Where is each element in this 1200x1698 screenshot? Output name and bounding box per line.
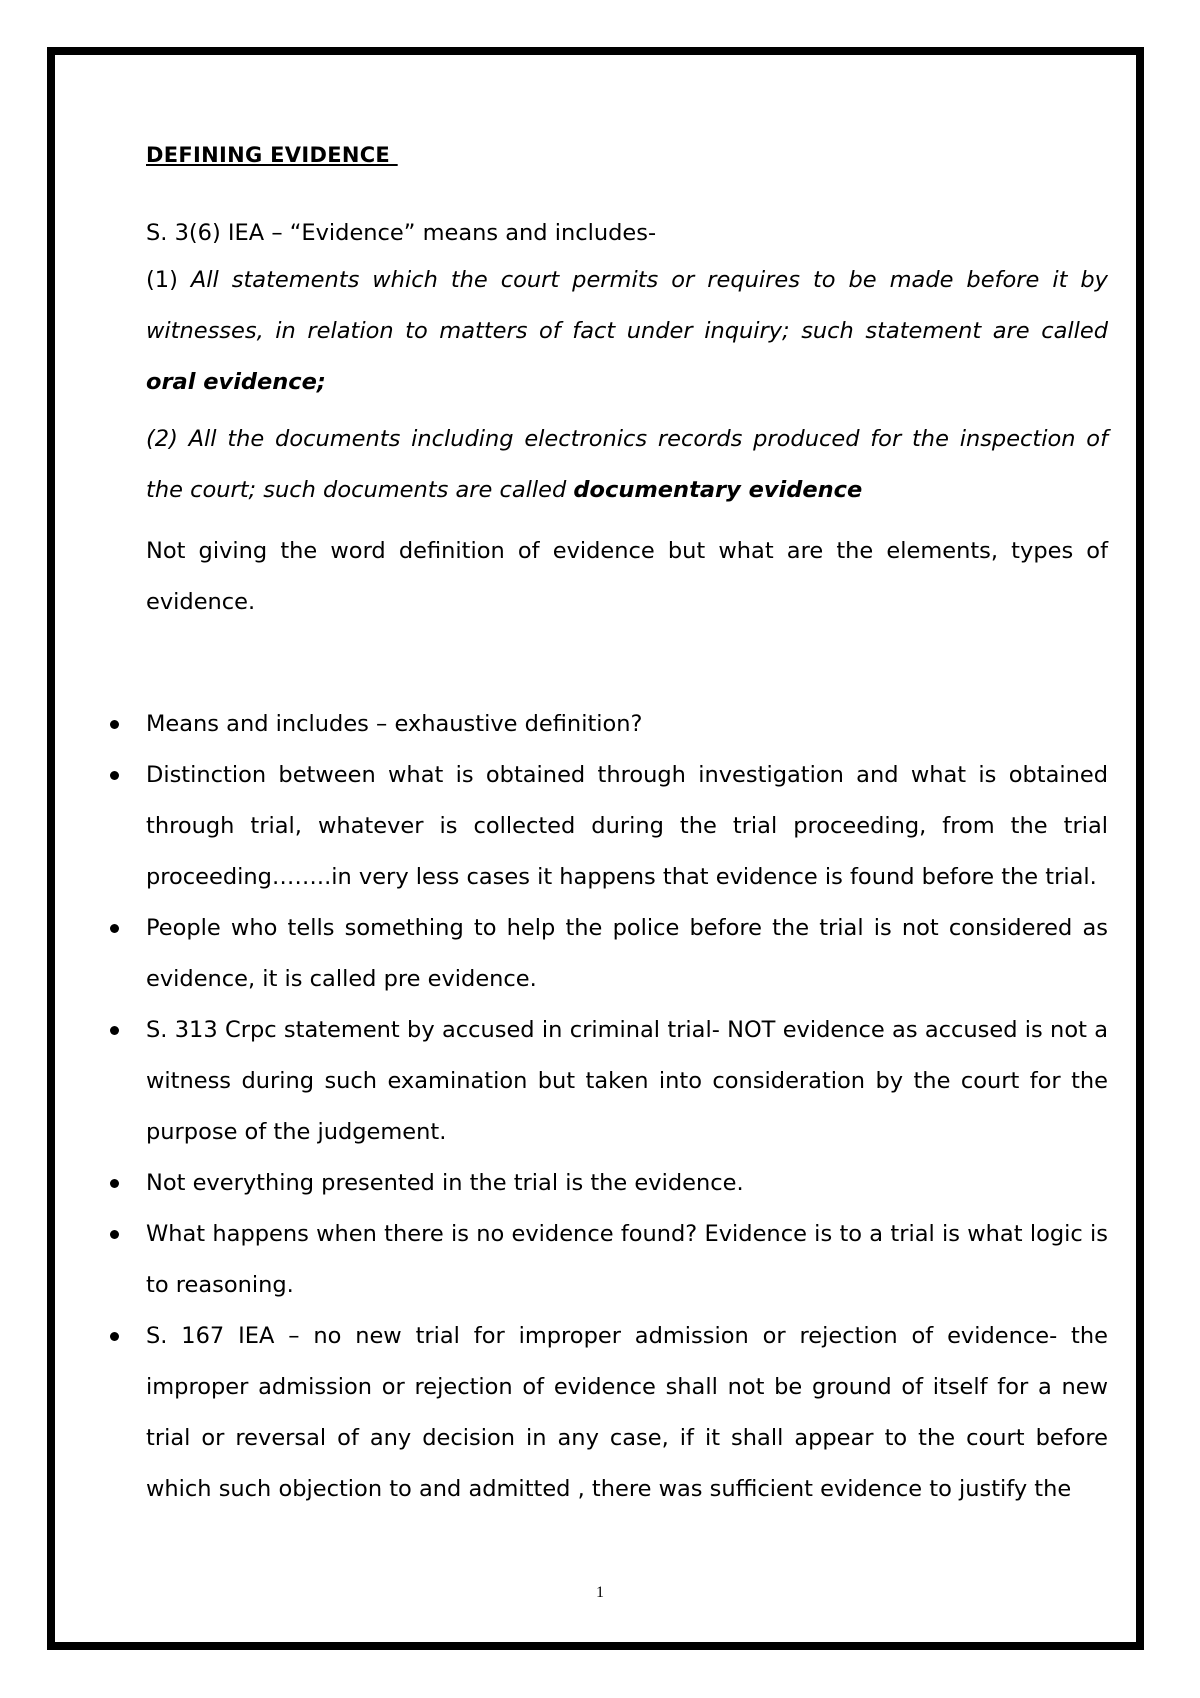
bullet-icon [110,1179,119,1188]
list-item [146,750,1108,903]
list-item [146,1311,1108,1515]
list-item [146,1209,1108,1311]
bullet-icon [110,1332,119,1341]
list-item-text: What happens when there is no evidence found? Evidence is to a trial is what logic is to reasoning. [146,1221,1108,1298]
list-item-text: Means and includes – exhaustive definition? [146,711,643,737]
list-item-text: S. 313 Crpc statement by accused in criminal trial- NOT evidence as accused is not a witness during such examination but taken into consideration by the court for the purpose of the judgement. [146,1017,1108,1145]
list-item-text: Not everything presented in the trial is the evidence. [146,1170,744,1196]
clause-1-number: (1) [146,267,191,293]
bullet-icon [110,924,119,933]
list-item [146,699,1108,750]
bullet-icon [110,1230,119,1239]
list-item-text: S. 167 IEA – no new trial for improper admission or rejection of evidence- the improper admission or rejection of evidence shall not be ground of itself for a new trial or reversal of any decision in any case, if it shall appear to the court before which such objection to and admitted , there was sufficient evidence to justify the [146,1323,1108,1502]
bullet-icon [110,771,119,780]
bullet-list [146,699,1108,1515]
clause-1-text: All statements which the court permits or requires to be made before it by witnesses, in relation to matters of fact under inquiry; such statement are called [146,267,1108,344]
list-item [146,1158,1108,1209]
oral-evidence-term: oral evidence; [146,369,326,395]
page-title: DEFINING EVIDENCE [146,143,398,167]
clause-2 [146,414,1108,516]
list-item-text: People who tells something to help the police before the trial is not considered as evidence, it is called pre evidence. [146,915,1108,992]
page-number: 1 [596,1584,604,1601]
bullet-icon [110,720,119,729]
clause-2-text: (2) All the documents including electronics records produced for the inspection of the court; such documents are called [146,426,1108,503]
clause-1 [146,255,1108,408]
list-item-text: Distinction between what is obtained through investigation and what is obtained through trial, whatever is collected during the trial proceeding, from the trial proceeding……..in very less cases it happens that evidence is found before the trial. [146,762,1108,890]
documentary-evidence-term: documentary evidence [573,477,863,503]
bullet-icon [110,1026,119,1035]
list-item [146,1005,1108,1158]
definition-intro: S. 3(6) IEA – “Evidence” means and includes- [146,220,657,246]
list-item [146,903,1108,1005]
note-paragraph: Not giving the word definition of evidence but what are the elements, types of evidence. [146,538,1108,615]
